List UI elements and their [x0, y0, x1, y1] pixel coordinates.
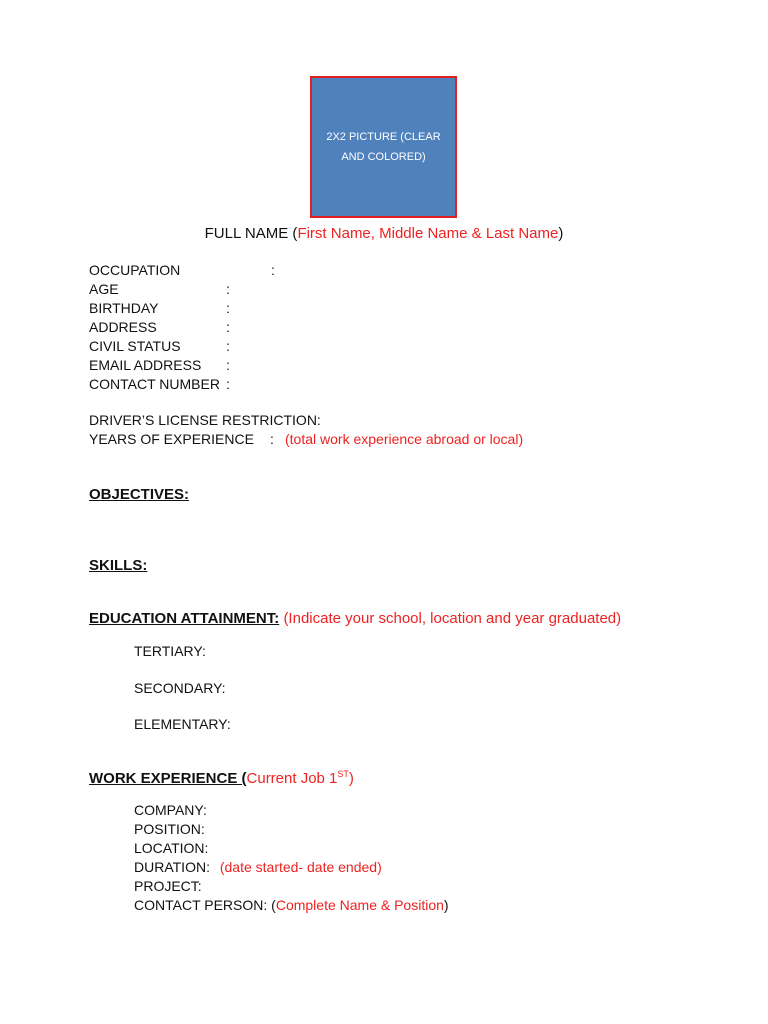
years-experience-line — [89, 430, 689, 449]
license-line — [89, 411, 321, 430]
education-heading: EDUCATION ATTAINMENT: — [89, 610, 280, 627]
education-tertiary: TERTIARY: — [134, 643, 206, 659]
work-heading: WORK EXPERIENCE ( — [89, 770, 247, 787]
civil-status-colon: : — [226, 338, 230, 354]
duration-row — [134, 858, 449, 877]
civil-status-label: CIVIL STATUS — [89, 338, 181, 354]
position-label: POSITION: — [134, 821, 205, 837]
contact-number-row — [89, 375, 230, 394]
contact-person-row — [134, 896, 449, 915]
project-label: PROJECT: — [134, 878, 202, 894]
location-label: LOCATION: — [134, 840, 209, 856]
work-details — [134, 801, 449, 915]
education-elementary: ELEMENTARY: — [134, 716, 231, 732]
birthday-label: BIRTHDAY — [89, 300, 159, 316]
full-name-line — [0, 225, 768, 242]
email-row — [89, 356, 230, 375]
duration-hint: (date started- date ended) — [219, 859, 382, 875]
age-label: AGE — [89, 281, 119, 297]
birthday-row — [89, 299, 230, 318]
age-row — [89, 280, 230, 299]
contact-number-label: CONTACT NUMBER — [89, 376, 220, 392]
civil-status-row — [89, 337, 230, 356]
full-name-close: ) — [558, 225, 564, 242]
age-colon: : — [226, 281, 230, 297]
years-experience-hint: (total work experience abroad or local) — [285, 431, 524, 447]
full-name-hint: First Name, Middle Name & Last Name — [297, 225, 559, 242]
email-colon: : — [226, 357, 230, 373]
contact-person-close: ) — [443, 897, 449, 913]
objectives-heading: OBJECTIVES: — [89, 486, 190, 503]
work-hint-sup: ST — [337, 769, 349, 779]
photo-placeholder — [310, 76, 457, 218]
contact-number-colon: : — [226, 376, 230, 392]
company-label: COMPANY: — [134, 802, 207, 818]
occupation-row — [89, 261, 275, 280]
occupation-label: OCCUPATION — [89, 262, 181, 278]
skills-heading: SKILLS: — [89, 557, 148, 574]
occupation-colon: : — [271, 262, 275, 278]
birthday-colon: : — [226, 300, 230, 316]
personal-info — [89, 261, 275, 394]
license-label: DRIVER’S LICENSE RESTRICTION: — [89, 412, 321, 428]
work-hint-close: ) — [348, 770, 354, 787]
work-hint: Current Job 1 — [246, 770, 338, 787]
education-secondary: SECONDARY: — [134, 680, 226, 696]
photo-label: 2X2 PICTURE (CLEAR AND COLORED) — [326, 131, 441, 163]
education-line — [89, 610, 621, 627]
address-colon: : — [226, 319, 230, 335]
email-label: EMAIL ADDRESS — [89, 357, 202, 373]
address-row — [89, 318, 230, 337]
education-hint: (Indicate your school, location and year graduated) — [283, 610, 622, 627]
full-name-label: FULL NAME ( — [204, 225, 298, 242]
address-label: ADDRESS — [89, 319, 157, 335]
years-experience-colon: : — [270, 431, 274, 447]
work-line — [89, 770, 354, 787]
contact-person-label: CONTACT PERSON: ( — [134, 897, 276, 913]
contact-person-hint: Complete Name & Position — [275, 897, 444, 913]
duration-label: DURATION: — [134, 859, 210, 875]
years-experience-label: YEARS OF EXPERIENCE — [89, 431, 254, 447]
